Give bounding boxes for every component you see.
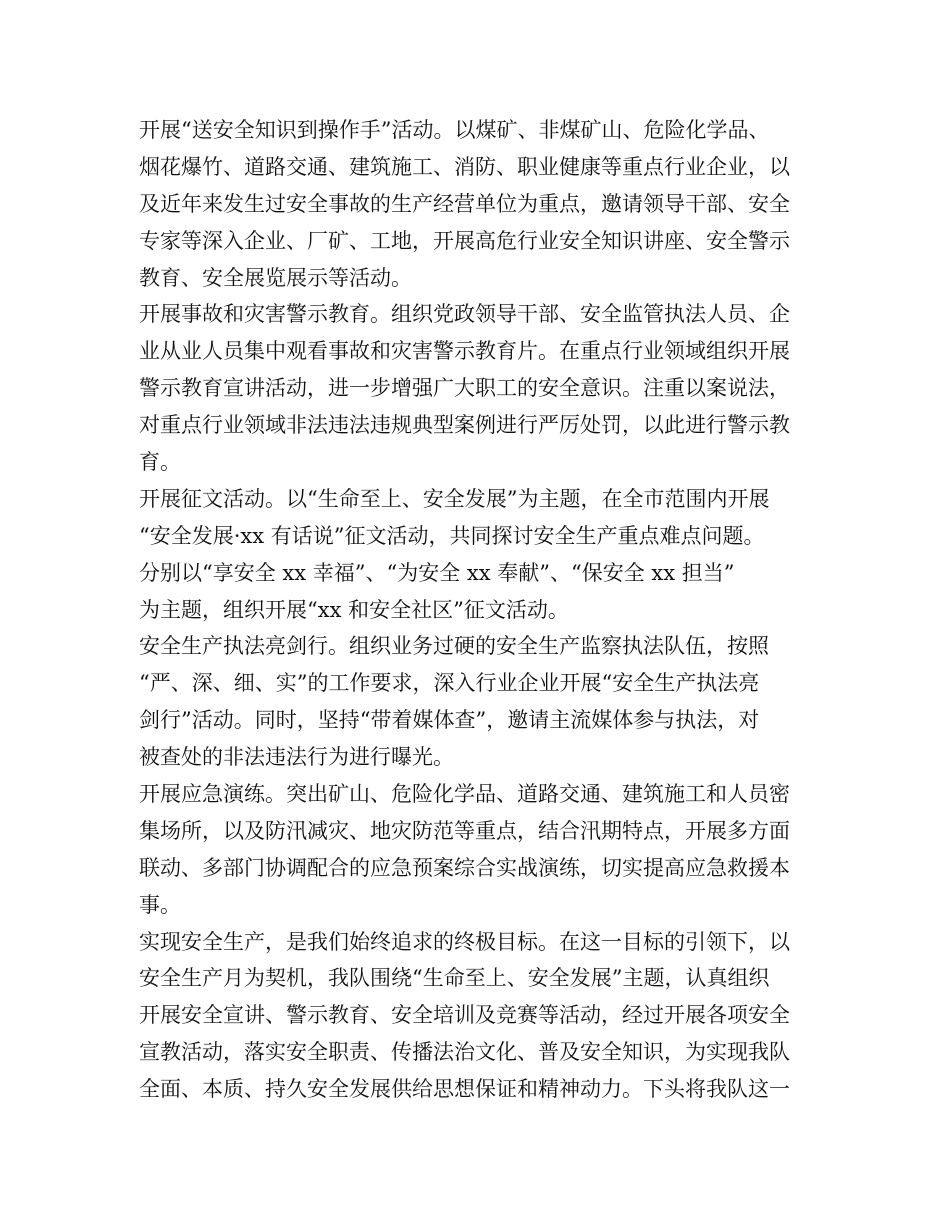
paragraph-warning-education <box>139 296 829 480</box>
text-line: 被查处的非法违法行为进行曝光。 <box>139 745 454 770</box>
text-line: 事。 <box>139 892 181 917</box>
paragraph-safety-knowledge-activity <box>139 112 829 296</box>
text-line: 及近年来发生过安全事故的生产经营单位为重点，邀请领导干部、安全 <box>139 191 790 216</box>
text-line: 警示教育宣讲活动，进一步增强广大职工的安全意识。注重以案说法， <box>139 376 790 401</box>
text-line: 实现安全生产，是我们始终追求的终极目标。在这一目标的引领下，以 <box>139 929 790 954</box>
text-line: 开展安全宣讲、警示教育、安全培训及竞赛等活动，经过开展各项安全 <box>139 1003 790 1028</box>
text-line: “严、深、细、实”的工作要求，深入行业企业开展“安全生产执法亮 <box>139 671 760 696</box>
text-line: 分别以“享安全 xx 幸福”、“为安全 xx 奉献”、“保安全 xx 担当” <box>139 560 735 585</box>
text-line: 开展事故和灾害警示教育。组织党政领导干部、安全监管执法人员、企 <box>139 302 790 327</box>
text-line: 全面、本质、持久安全发展供给思想保证和精神动力。下头将我队这一 <box>139 1077 790 1102</box>
text-line: 集场所，以及防汛减灾、地灾防范等重点，结合汛期特点，开展多方面 <box>139 818 790 843</box>
text-line: 开展应急演练。突出矿山、危险化学品、道路交通、建筑施工和人员密 <box>139 782 790 807</box>
paragraph-emergency-drill <box>139 776 829 924</box>
text-line: “安全发展·xx 有话说”征文活动，共同探讨安全生产重点难点问题。 <box>139 523 765 548</box>
text-line: 联动、多部门协调配合的应急预案综合实战演练，切实提高应急救援本 <box>139 855 790 880</box>
text-line: 对重点行业领域非法违法违规典型案例进行严厉处罚，以此进行警示教 <box>139 413 790 438</box>
text-line: 烟花爆竹、道路交通、建筑施工、消防、职业健康等重点行业企业，以 <box>139 154 790 179</box>
text-line: 为主题，组织开展“xx 和安全社区”征文活动。 <box>139 597 569 622</box>
paragraph-law-enforcement <box>139 628 829 776</box>
text-line: 开展征文活动。以“生命至上、安全发展”为主题，在全市范围内开展 <box>139 486 770 511</box>
paragraph-safety-goal-summary <box>139 924 829 1108</box>
text-line: 剑行”活动。同时，坚持“带着媒体查”，邀请主流媒体参与执法，对 <box>139 708 760 733</box>
text-line: 教育、安全展览展示等活动。 <box>139 265 412 290</box>
text-line: 宣教活动，落实安全职责、传播法治文化、普及安全知识，为实现我队 <box>139 1040 790 1065</box>
text-line: 专家等深入企业、厂矿、工地，开展高危行业安全知识讲座、安全警示 <box>139 228 790 253</box>
text-line: 开展“送安全知识到操作手”活动。以煤矿、非煤矿山、危险化学品、 <box>139 118 770 142</box>
text-line: 业从业人员集中观看事故和灾害警示教育片。在重点行业领域组织开展 <box>139 339 790 364</box>
text-line: 安全生产月为契机，我队围绕“生命至上、安全发展”主题，认真组织 <box>139 966 770 991</box>
paragraph-essay-activity <box>139 481 829 629</box>
text-line: 育。 <box>139 450 181 475</box>
text-line: 安全生产执法亮剑行。组织业务过硬的安全生产监察执法队伍，按照 <box>139 634 769 659</box>
body-text <box>139 112 829 1108</box>
